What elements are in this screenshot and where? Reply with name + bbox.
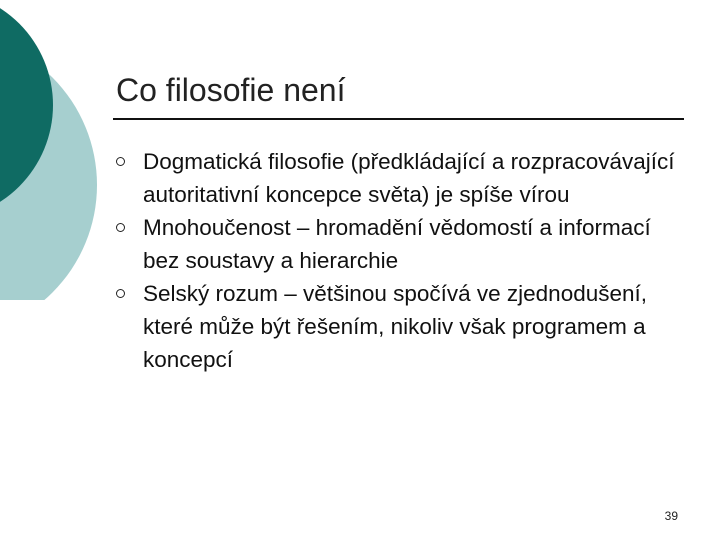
title-underline [113, 118, 684, 120]
slide-title: Co filosofie není [116, 72, 346, 108]
bullet-text: Mnohoučenost – hromadění vědomostí a informací bez soustavy a hierarchie [143, 215, 651, 273]
bullet-list [116, 145, 676, 376]
bullet-text: Selský rozum – většinou spočívá ve zjednodušení, které může být řešením, nikoliv však programem a koncepcí [143, 281, 648, 372]
page-number: 39 [664, 509, 678, 523]
hollow-circle-icon [116, 289, 125, 298]
teal-circles-decoration [0, 0, 120, 300]
list-item [116, 277, 676, 376]
hollow-circle-icon [116, 157, 125, 166]
list-item [116, 211, 676, 277]
hollow-circle-icon [116, 223, 125, 232]
list-item [116, 145, 676, 211]
bullet-text: Dogmatická filosofie (předkládající a rozpracovávající autoritativní koncepce světa) je spíše vírou [143, 149, 675, 207]
